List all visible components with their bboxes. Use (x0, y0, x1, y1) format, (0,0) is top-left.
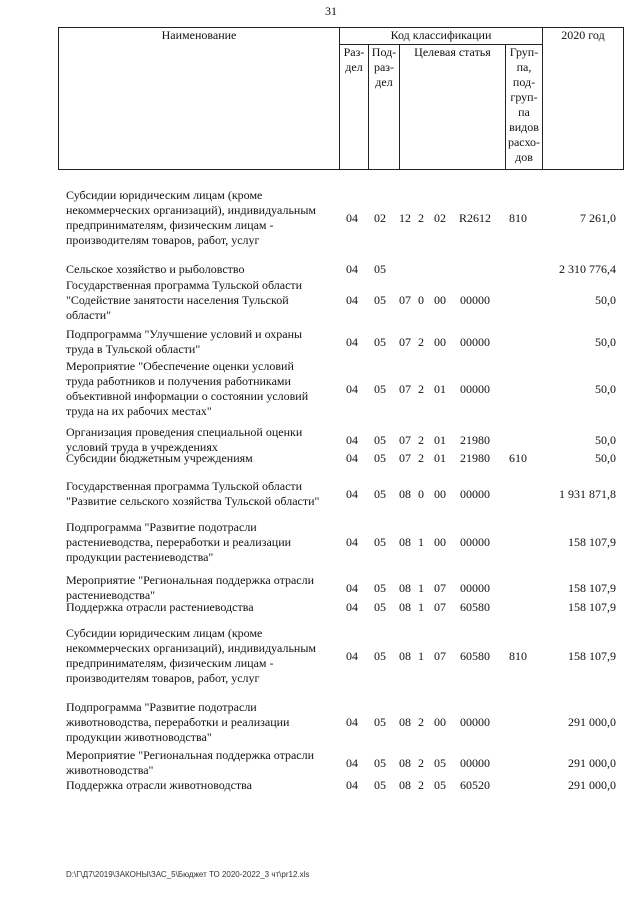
measure-code: 01 (434, 451, 446, 465)
podrazdel-code: 05 (374, 778, 386, 792)
amount-value: 50,0 (595, 432, 616, 447)
subprogram-code: 1 (418, 648, 424, 663)
razdel-code: 04 (346, 334, 358, 349)
podrazdel-code: 05 (374, 715, 386, 729)
direction-code: R2612 (458, 210, 491, 225)
header-razdel: Раз- дел (340, 45, 369, 170)
measure-code: 00 (434, 334, 446, 349)
subprogram-code: 2 (418, 778, 424, 792)
row-description-line: труда на их рабочих местах" (66, 404, 212, 418)
amount-value: 291 000,0 (568, 778, 616, 792)
expense-group-code: 810 (509, 210, 527, 225)
measure-code: 05 (434, 755, 446, 770)
row-description-line: производителям товаров, работ, услуг (66, 233, 260, 247)
program-code: 08 (399, 755, 411, 770)
podrazdel-code: 05 (374, 381, 386, 396)
amount-value: 2 310 776,4 (559, 262, 616, 276)
amount-value: 50,0 (595, 334, 616, 349)
row-description-line: Мероприятие "Региональная поддержка отрасли (66, 573, 315, 587)
measure-code: 00 (434, 535, 446, 549)
razdel-code: 04 (346, 262, 358, 276)
row-description-line: продукции животноводства" (66, 730, 212, 744)
expense-group-code: 610 (509, 451, 527, 465)
direction-code: 00000 (460, 381, 490, 396)
podrazdel-code: 05 (374, 535, 386, 549)
program-code: 12 (399, 210, 411, 225)
razdel-code: 04 (346, 648, 358, 663)
expense-group-code: 810 (509, 648, 527, 663)
measure-code: 07 (434, 648, 446, 663)
razdel-code: 04 (346, 486, 358, 501)
header-name: Наименование (59, 28, 340, 170)
row-description (66, 778, 341, 793)
direction-code: 00000 (460, 486, 490, 501)
razdel-code: 04 (346, 293, 358, 307)
direction-code: 21980 (460, 451, 490, 465)
amount-value: 1 931 871,8 (559, 486, 616, 501)
podrazdel-code: 05 (374, 755, 386, 770)
row-description-line: Государственная программа Тульской области (66, 479, 303, 493)
amount-value: 158 107,9 (568, 535, 616, 549)
row-description-line: "Развитие сельского хозяйства Тульской области" (66, 494, 320, 508)
podrazdel-code: 05 (374, 580, 386, 595)
subprogram-code: 1 (418, 535, 424, 549)
row-description-line: "Содействие занятости населения Тульской (66, 293, 289, 307)
program-code: 08 (399, 648, 411, 663)
row-description-line: труда работников и получения работниками (66, 374, 291, 388)
row-description-line: объективной информации о состоянии условий (66, 389, 309, 403)
amount-value: 291 000,0 (568, 715, 616, 729)
row-description-line: предпринимателям, физическим лицам - (66, 656, 274, 670)
podrazdel-code: 05 (374, 451, 386, 465)
razdel-code: 04 (346, 381, 358, 396)
subprogram-code: 2 (418, 381, 424, 396)
row-description-line: растениеводства, переработки и реализации (66, 535, 292, 549)
row-description-line: Подпрограмма "Развитие подотрасли (66, 700, 257, 714)
direction-code: 21980 (460, 432, 490, 447)
row-description-line: Поддержка отрасли животноводства (66, 778, 252, 792)
amount-value: 158 107,9 (568, 600, 616, 614)
row-description-line: животноводства, переработки и реализации (66, 715, 290, 729)
subprogram-code: 1 (418, 580, 424, 595)
measure-code: 07 (434, 580, 446, 595)
amount-value: 158 107,9 (568, 648, 616, 663)
measure-code: 00 (434, 293, 446, 307)
amount-value: 158 107,9 (568, 580, 616, 595)
direction-code: 00000 (460, 334, 490, 349)
row-description (66, 700, 341, 745)
row-description-line: Организация проведения специальной оценки (66, 425, 303, 439)
row-description-line: условий труда в учреждениях (66, 440, 218, 454)
razdel-code: 04 (346, 778, 358, 792)
subprogram-code: 2 (418, 755, 424, 770)
direction-code: 60520 (460, 778, 490, 792)
program-code: 07 (399, 293, 411, 307)
row-description (66, 451, 341, 466)
razdel-code: 04 (346, 715, 358, 729)
measure-code: 07 (434, 600, 446, 614)
subprogram-code: 2 (418, 334, 424, 349)
program-code: 08 (399, 600, 411, 614)
row-description (66, 573, 341, 603)
podrazdel-code: 02 (374, 210, 386, 225)
amount-value: 50,0 (595, 293, 616, 307)
header-target: Целевая статья (400, 45, 506, 170)
subprogram-code: 0 (418, 486, 424, 501)
razdel-code: 04 (346, 580, 358, 595)
subprogram-code: 1 (418, 600, 424, 614)
row-description-line: Подпрограмма "Развитие подотрасли (66, 520, 257, 534)
row-description-line: Субсидии юридическим лицам (кроме (66, 188, 263, 202)
amount-value: 291 000,0 (568, 755, 616, 770)
row-description (66, 262, 341, 277)
subprogram-code: 2 (418, 432, 424, 447)
row-description-line: животноводства" (66, 763, 154, 777)
row-description-line: некоммерческих организаций), индивидуальным (66, 641, 316, 655)
program-code: 07 (399, 432, 411, 447)
row-description-line: области" (66, 308, 112, 322)
row-description-line: Субсидии бюджетным учреждениям (66, 451, 253, 465)
razdel-code: 04 (346, 451, 358, 465)
program-code: 08 (399, 580, 411, 595)
row-description (66, 359, 341, 419)
measure-code: 02 (434, 210, 446, 225)
row-description (66, 327, 341, 357)
program-code: 08 (399, 778, 411, 792)
podrazdel-code: 05 (374, 432, 386, 447)
row-description-line: Подпрограмма "Улучшение условий и охраны (66, 327, 303, 341)
file-path-footer: D:\Г\Д7\2019\ЗАКОНЫ\ЗАС_5\Бюджет ТО 2020-2022_3 чт\pr12.xls (66, 870, 310, 879)
row-description (66, 748, 341, 778)
amount-value: 7 261,0 (580, 210, 616, 225)
direction-code: 60580 (460, 600, 490, 614)
program-code: 08 (399, 535, 411, 549)
row-description-line: Мероприятие "Обеспечение оценки условий (66, 359, 294, 373)
subprogram-code: 2 (418, 451, 424, 465)
row-description-line: Государственная программа Тульской области (66, 278, 303, 292)
header-podrazdel: Под- раз- дел (369, 45, 400, 170)
subprogram-code: 2 (418, 210, 424, 225)
row-description (66, 600, 341, 615)
razdel-code: 04 (346, 600, 358, 614)
razdel-code: 04 (346, 210, 358, 225)
razdel-code: 04 (346, 432, 358, 447)
program-code: 07 (399, 451, 411, 465)
row-description (66, 479, 341, 509)
program-code: 07 (399, 381, 411, 396)
row-description-line: продукции растениеводства" (66, 550, 214, 564)
row-description-line: производителям товаров, работ, услуг (66, 671, 260, 685)
row-description-line: Поддержка отрасли растениеводства (66, 600, 254, 614)
direction-code: 00000 (460, 535, 490, 549)
podrazdel-code: 05 (374, 293, 386, 307)
direction-code: 60580 (460, 648, 490, 663)
header-group: Груп- па, под- груп- па видов расхо- дов (506, 45, 543, 170)
measure-code: 01 (434, 432, 446, 447)
podrazdel-code: 05 (374, 486, 386, 501)
measure-code: 00 (434, 715, 446, 729)
row-description-line: предпринимателям, физическим лицам - (66, 218, 274, 232)
measure-code: 05 (434, 778, 446, 792)
podrazdel-code: 05 (374, 600, 386, 614)
page-number: 31 (325, 4, 337, 18)
row-description-line: растениеводства" (66, 588, 156, 602)
row-description-line: некоммерческих организаций), индивидуальным (66, 203, 316, 217)
direction-code: 00000 (460, 580, 490, 595)
row-description-line: Мероприятие "Региональная поддержка отрасли (66, 748, 315, 762)
subprogram-code: 0 (418, 293, 424, 307)
header-code: Код классификации (340, 28, 543, 45)
podrazdel-code: 05 (374, 648, 386, 663)
subprogram-code: 2 (418, 715, 424, 729)
row-description (66, 278, 341, 323)
podrazdel-code: 05 (374, 334, 386, 349)
row-description-line: Субсидии юридическим лицам (кроме (66, 626, 263, 640)
program-code: 08 (399, 715, 411, 729)
program-code: 07 (399, 334, 411, 349)
razdel-code: 04 (346, 535, 358, 549)
header-year: 2020 год (543, 28, 624, 170)
direction-code: 00000 (460, 293, 490, 307)
measure-code: 00 (434, 486, 446, 501)
measure-code: 01 (434, 381, 446, 396)
row-description-line: труда в Тульской области" (66, 342, 201, 356)
amount-value: 50,0 (595, 381, 616, 396)
row-description (66, 626, 341, 686)
direction-code: 00000 (460, 755, 490, 770)
row-description (66, 188, 341, 248)
program-code: 08 (399, 486, 411, 501)
amount-value: 50,0 (595, 451, 616, 465)
podrazdel-code: 05 (374, 262, 386, 276)
header-table (58, 27, 624, 170)
row-description-line: Сельское хозяйство и рыболовство (66, 262, 245, 276)
row-description (66, 520, 341, 565)
razdel-code: 04 (346, 755, 358, 770)
direction-code: 00000 (460, 715, 490, 729)
